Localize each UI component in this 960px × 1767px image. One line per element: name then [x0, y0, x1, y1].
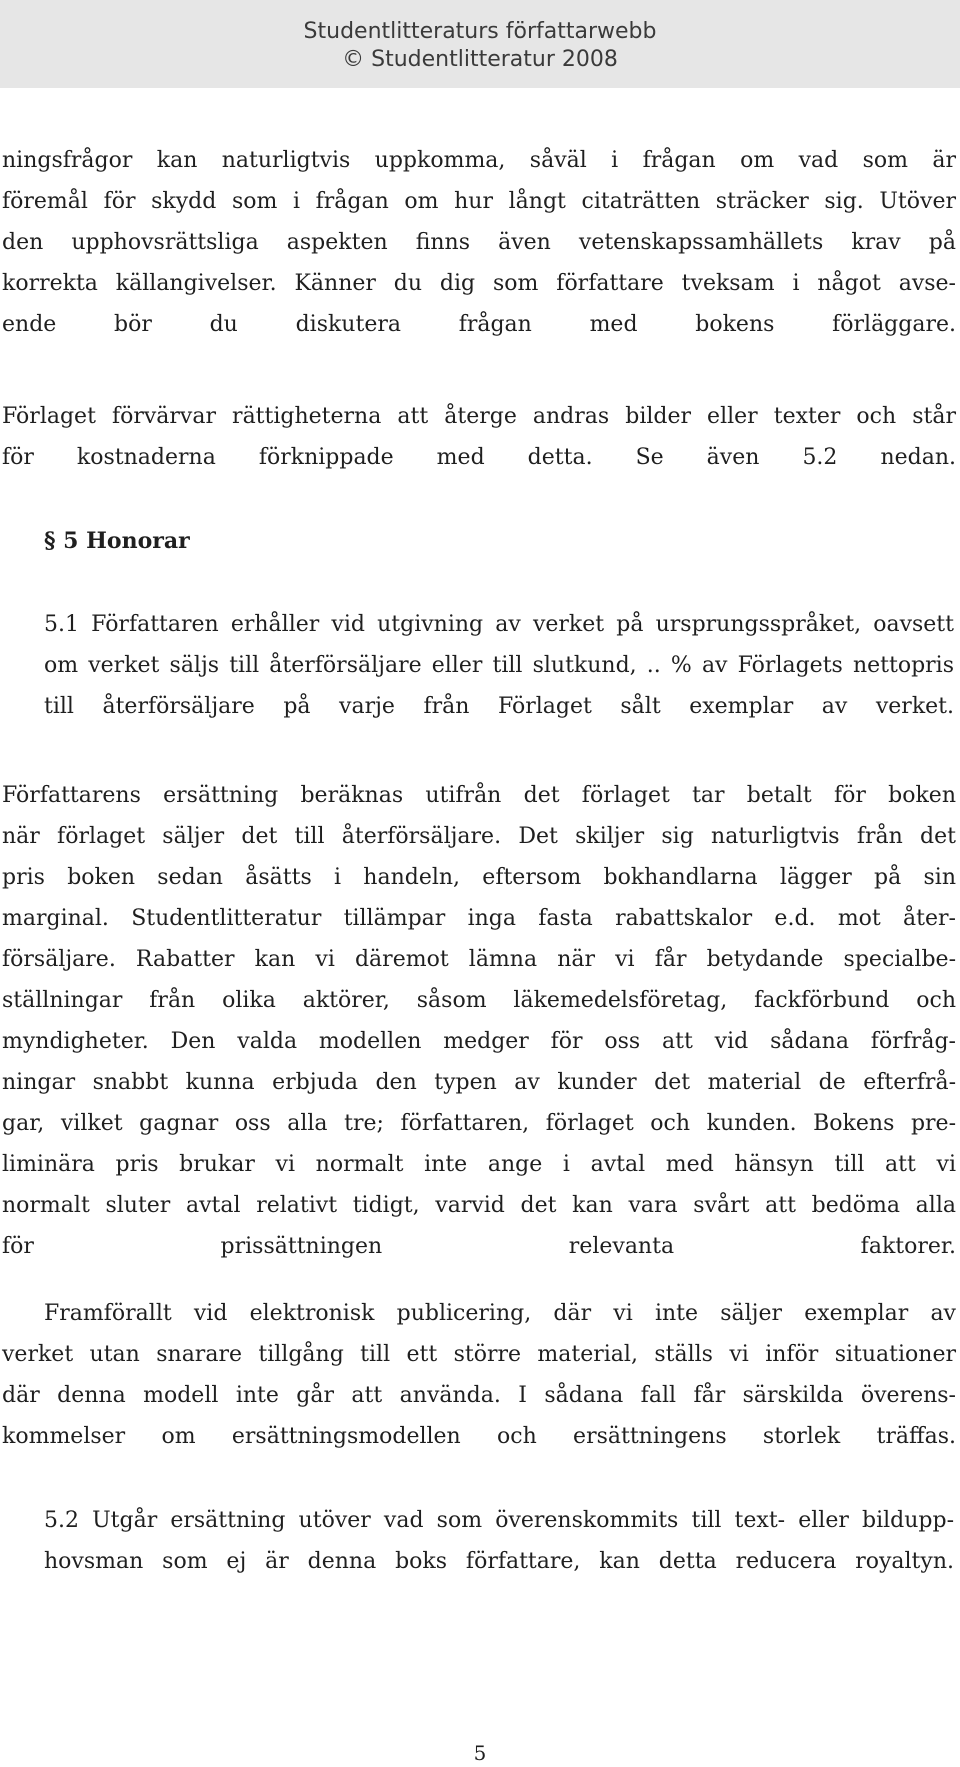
- text-line: till återförsäljare på varje från Förlaget sålt exemplar av verket.: [44, 694, 954, 719]
- text-line: för kostnaderna förknippade med detta. Se även 5.2 nedan.: [2, 445, 956, 470]
- paragraph-5-1: [44, 604, 954, 727]
- text-line: ningsfrågor kan naturligtvis uppkomma, såväl i frågan om vad som är: [2, 148, 956, 173]
- text-line: om verket säljs till återförsäljare eller till slutkund, .. % av Förlagets nettopris: [44, 653, 954, 678]
- paragraph-compensation: [2, 775, 956, 1267]
- text-line: normalt sluter avtal relativt tidigt, varvid det kan vara svårt att bedöma alla: [2, 1193, 956, 1218]
- text-line: ende bör du diskutera frågan med bokens förläggare.: [2, 312, 956, 337]
- header-copyright: © Studentlitteratur 2008: [342, 47, 618, 72]
- text-line: ställningar från olika aktörer, såsom läkemedelsföretag, fackförbund och: [2, 988, 956, 1013]
- paragraph-citation: [2, 140, 956, 345]
- text-line: kommelser om ersättningsmodellen och ersättningens storlek träffas.: [2, 1424, 956, 1449]
- text-line: försäljare. Rabatter kan vi däremot lämna när vi får betydande specialbe-: [2, 947, 956, 972]
- header-title: Studentlitteraturs författarwebb: [303, 19, 657, 44]
- text-line: gar, vilket gagnar oss alla tre; författaren, förlaget och kunden. Bokens pre-: [2, 1111, 956, 1136]
- text-line: ningar snabbt kunna erbjuda den typen av kunder det material de efterfrå-: [2, 1070, 956, 1095]
- text-line: pris boken sedan åsätts i handeln, eftersom bokhandlarna lägger på sin: [2, 865, 956, 890]
- text-line: 5.1 Författaren erhåller vid utgivning av verket på ursprungsspråket, oavsett: [44, 612, 954, 637]
- text-line: där denna modell inte går att använda. I sådana fall får särskilda överens-: [2, 1383, 956, 1408]
- paragraph-electronic: [2, 1293, 956, 1457]
- text-line: myndigheter. Den valda modellen medger för oss att vid sådana förfråg-: [2, 1029, 956, 1054]
- text-line: för prissättningen relevanta faktorer.: [2, 1234, 956, 1259]
- page-number: 5: [473, 1741, 487, 1765]
- text-line: korrekta källangivelser. Känner du dig som författare tveksam i något avse-: [2, 271, 956, 296]
- page-header: [0, 0, 960, 88]
- text-line: den upphovsrättsliga aspekten finns även vetenskapssamhällets krav på: [2, 230, 956, 255]
- text-line: Förlaget förvärvar rättigheterna att återge andras bilder eller texter och står: [2, 404, 956, 429]
- text-line: 5.2 Utgår ersättning utöver vad som överenskommits till text- eller bildupp-: [44, 1508, 954, 1533]
- text-line: när förlaget säljer det till återförsäljare. Det skiljer sig naturligtvis från det: [2, 824, 956, 849]
- text-line: verket utan snarare tillgång till ett större material, ställs vi inför situationer: [2, 1342, 956, 1367]
- text-line: marginal. Studentlitteratur tillämpar inga fasta rabattskalor e.d. mot åter-: [2, 906, 956, 931]
- paragraph-5-2: [44, 1500, 954, 1582]
- text-line: liminära pris brukar vi normalt inte ange i avtal med hänsyn till att vi: [2, 1152, 956, 1177]
- text-line: hovsman som ej är denna boks författare, kan detta reducera royaltyn.: [44, 1549, 954, 1574]
- text-line: föremål för skydd som i frågan om hur långt citaträtten sträcker sig. Utöver: [2, 189, 956, 214]
- text-line: Framförallt vid elektronisk publicering, där vi inte säljer exemplar av: [44, 1301, 956, 1326]
- paragraph-rights: [2, 396, 956, 478]
- section-heading: § 5 Honorar: [44, 528, 190, 554]
- text-line: Författarens ersättning beräknas utifrån det förlaget tar betalt för boken: [2, 783, 956, 808]
